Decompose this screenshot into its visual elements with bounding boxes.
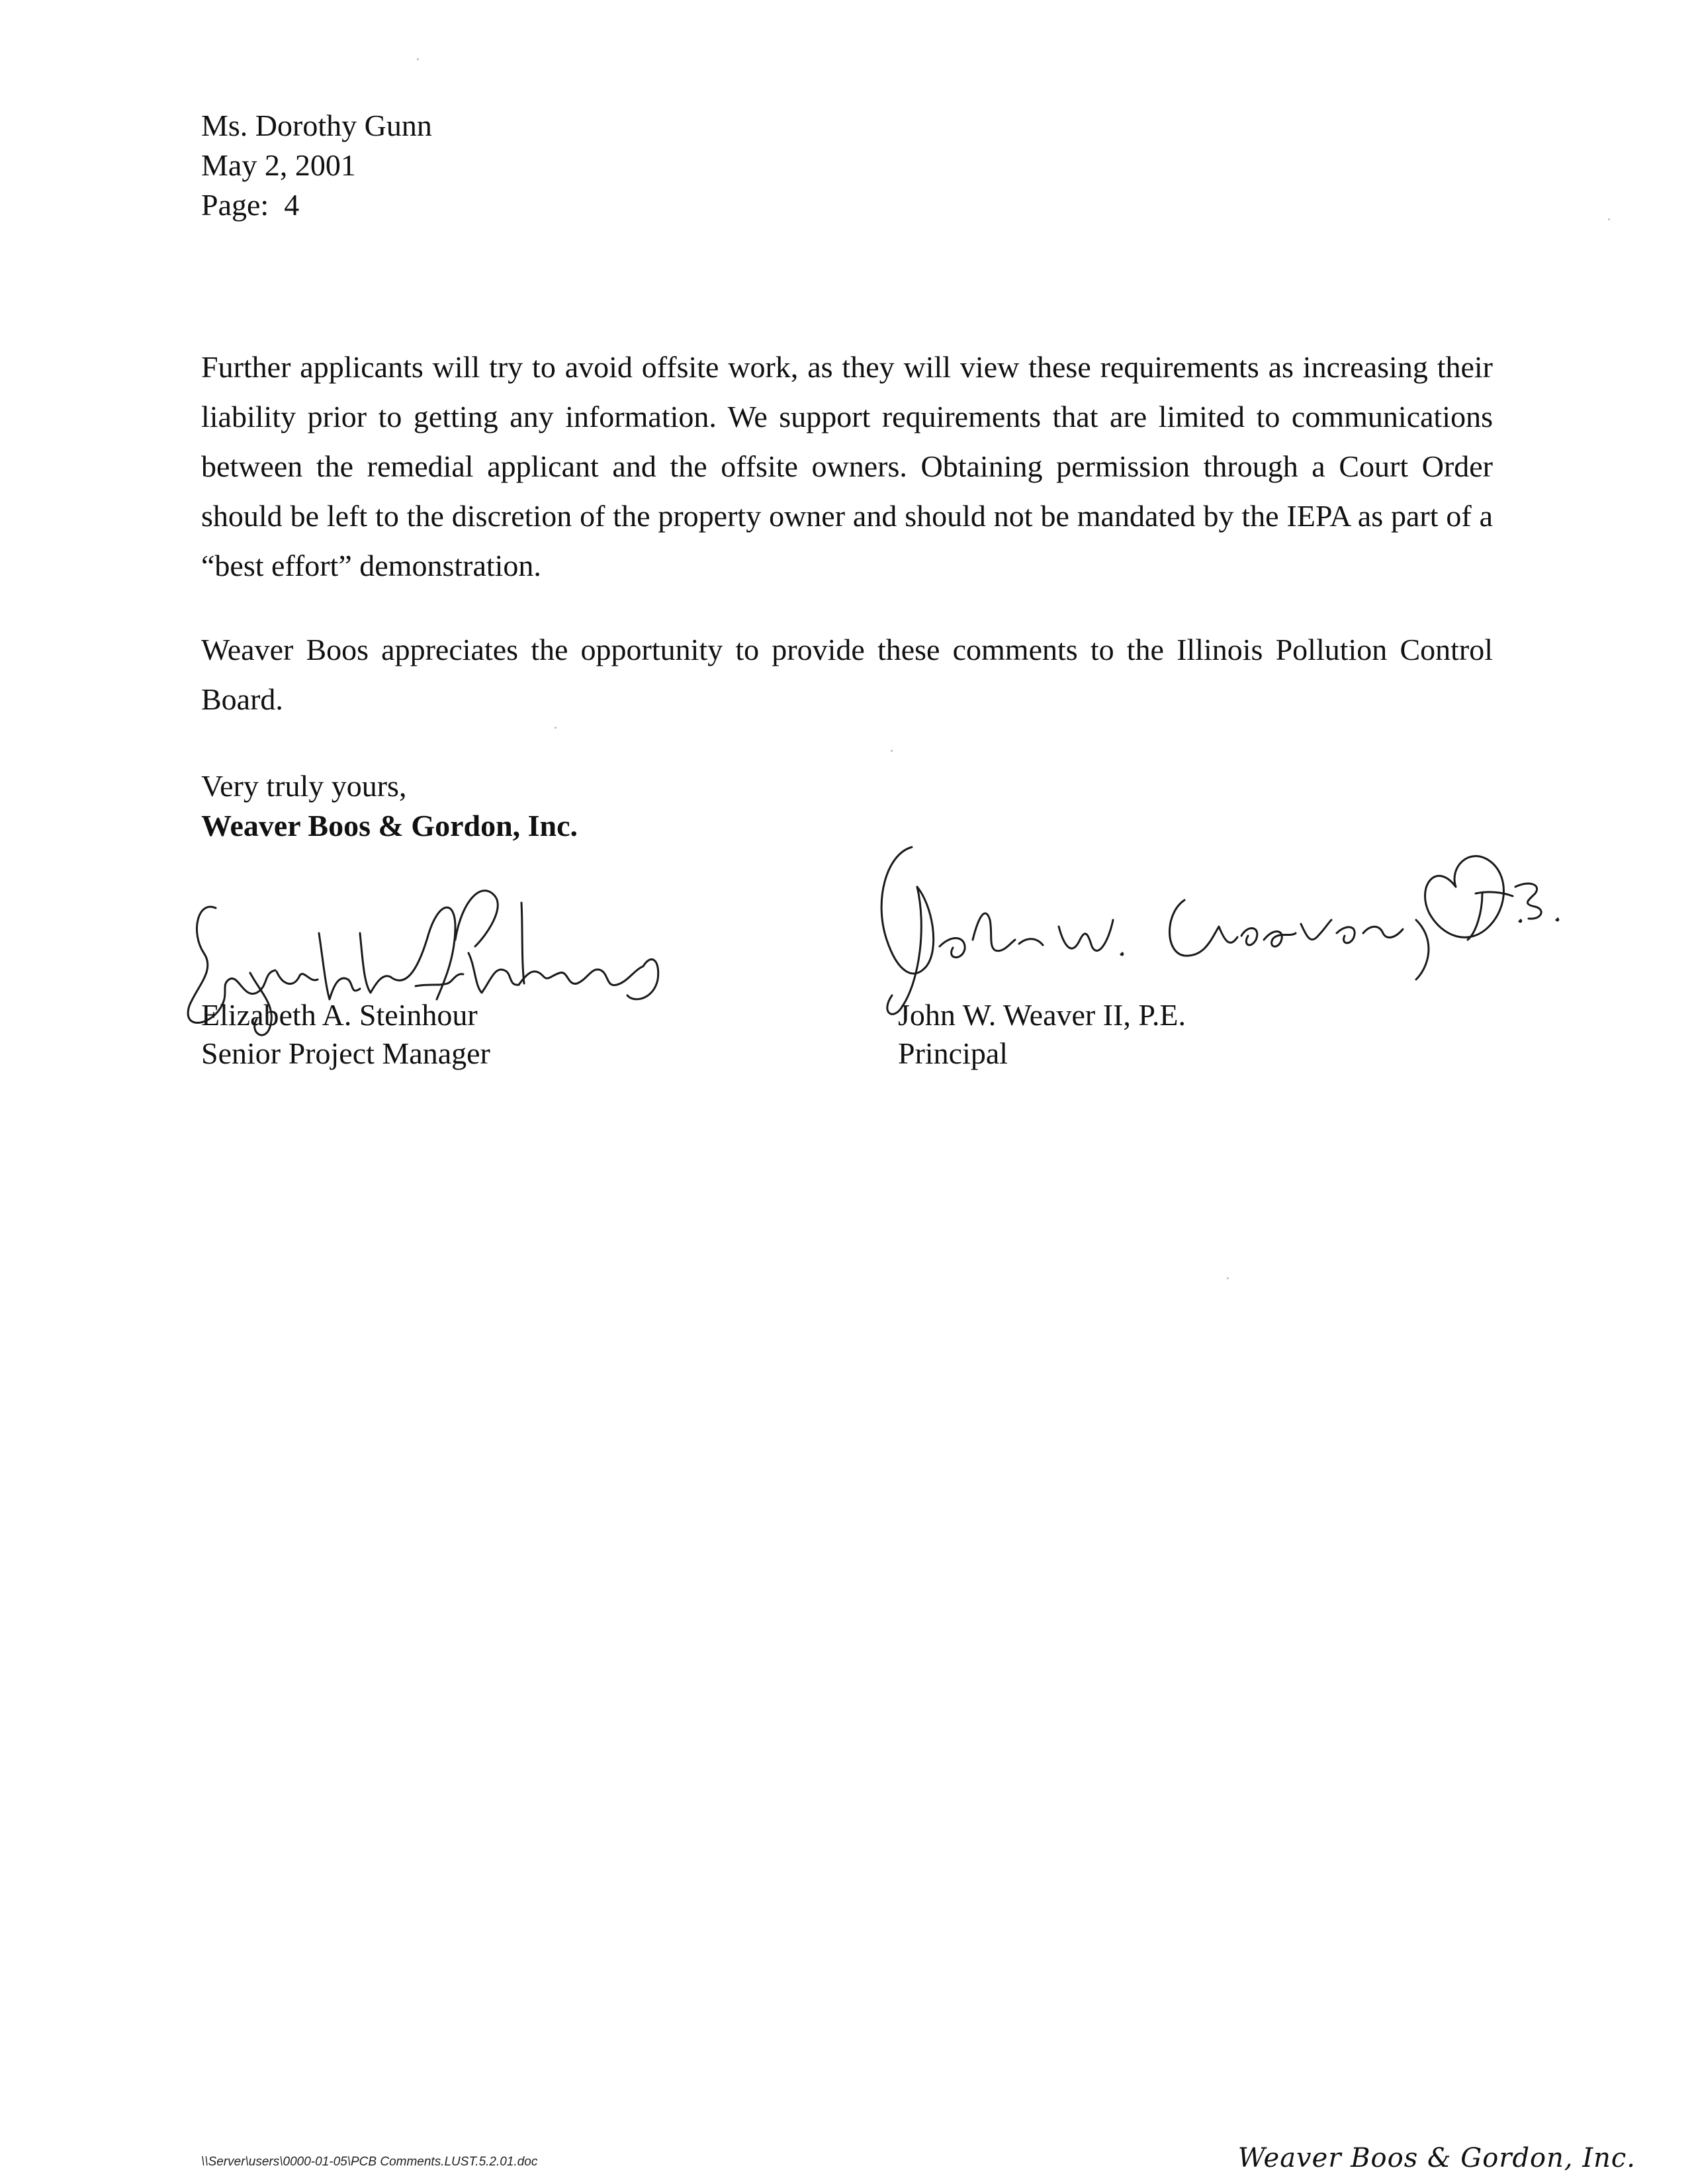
- signatory-title: Senior Project Manager: [201, 1036, 490, 1070]
- letter-header: [201, 106, 432, 225]
- scan-speck: [555, 727, 557, 729]
- recipient-line: Ms. Dorothy Gunn: [201, 109, 432, 142]
- signatory-left: [201, 996, 490, 1073]
- signatory-right: [898, 996, 1186, 1073]
- closing-block: [201, 766, 578, 846]
- scan-speck: [1227, 1277, 1229, 1279]
- signatory-name: John W. Weaver II, P.E.: [898, 998, 1186, 1032]
- signatory-name: Elizabeth A. Steinhour: [201, 998, 478, 1032]
- closing-salutation: Very truly yours,: [201, 769, 407, 803]
- footer-company-logo: Weaver Boos & Gordon, Inc.: [1237, 2143, 1636, 2173]
- body-paragraph-1: Further applicants will try to avoid offsite work, as they will view these requirements as increasing their liability prior to getting any information. We support requirements that are limited to communications between the remedial applicant and the offsite owners. Obtaining permission through a Court Order should be left to the discretion of the property owner and should not be mandated by the IEPA as part of a “best effort” demonstration.: [201, 350, 1493, 582]
- scan-speck: [417, 58, 419, 60]
- footer-file-path: \\Server\users\0000-01-05\PCB Comments.LUST.5.2.01.doc: [201, 2155, 538, 2169]
- body-paragraph-2: Weaver Boos appreciates the opportunity to provide these comments to the Illinois Pollution Control Board.: [201, 633, 1493, 716]
- scan-speck: [891, 750, 893, 752]
- closing-company: Weaver Boos & Gordon, Inc.: [201, 809, 578, 842]
- page-number-line: Page: 4: [201, 188, 300, 222]
- scan-speck: [1608, 218, 1610, 220]
- date-line: May 2, 2001: [201, 148, 356, 182]
- signatory-title: Principal: [898, 1036, 1008, 1070]
